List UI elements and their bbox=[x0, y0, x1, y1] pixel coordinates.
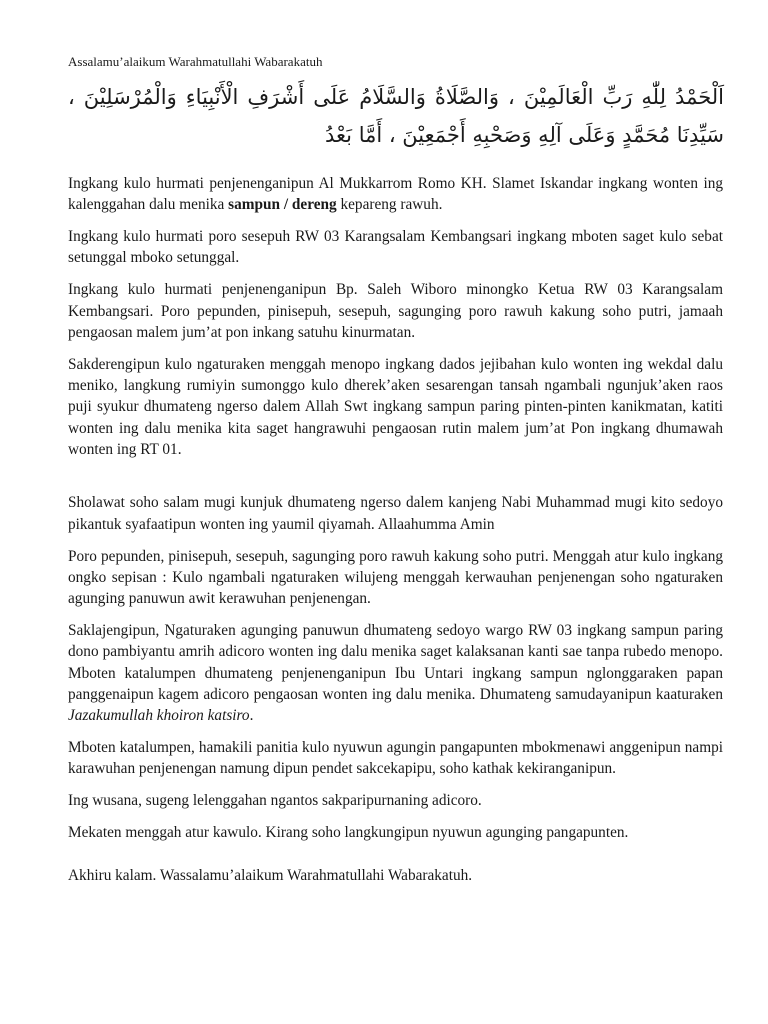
paragraph-sholawat: Sholawat soho salam mugi kunjuk dhumateng ngerso dalem kanjeng Nabi Muhammad mugi kito sedoyo pikantuk syafaatipun wonten ing yaumil qiyamah. Allaahumma Amin bbox=[68, 494, 723, 533]
paragraph-honor-elders: Ingkang kulo hurmati poro sesepuh RW 03 Karangsalam Kembangsari ingkang mboten saget kulo sebat setunggal mboko setunggal. bbox=[68, 228, 723, 267]
paragraph-honor-rw-head: Ingkang kulo hurmati penjenenganipun Bp. Saleh Wiboro minongko Ketua RW 03 Karangsalam Kembangsari. Poro pepunden, pinisepuh, sesepuh, sagunging poro rawuh kakung soho putri, jamaah pengaosan malem jum’at pon inkang satuhu kinurmatan. bbox=[68, 281, 723, 341]
bold-attendance-note: sampun / dereng bbox=[228, 196, 337, 214]
paragraph-gratitude: Sakderengipun kulo ngaturaken menggah menopo ingkang dados jejibahan kulo wonten ing wekdal dalu meniko, langkung rumiyin sumonggo kulo dherek’aken sesarengan tansah ngambali ngunjuk’aken raos puji syukur dhumateng ngerso dalem Allah Swt ingkang sampun paring pinten-pinten kanikmatan, katiti wonten ing dalu menika kita saget hangrawuhi pengaosan rutin malem jum’at Pon ingkang dhumawah wonten ing RT 01. bbox=[68, 355, 723, 459]
paragraph-text: kepareng rawuh. bbox=[336, 196, 443, 214]
paragraph-text: . bbox=[249, 707, 254, 725]
italic-jazakumullah: Jazakumullah khoiron katsiro bbox=[68, 707, 250, 725]
paragraph-text: Saklajengipun, Ngaturaken agunging panuwun dhumateng sedoyo wargo RW 03 ingkang sampun paring dono pambiyantu amrih adicoro wonten ing dalu menika saget kalaksanan kanti sae tanpa rubedo menopo. Mboten katalumpen dhumateng penjenenganipun Ibu Untari ingkang sampun nglonggaraken papan panggenaipun kagem adicoro pengaosan wonten ing dalu menika. Dhumateng samudayanipun kaaturaken bbox=[68, 622, 723, 703]
paragraph-apology-committee: Mboten katalumpen, hamakili panitia kulo nyuwun agungin pangapunten mbokmenawi anggenipun nampi karawuhan penjenengan namung dipun pendet sakcekapipu, soho kathak kekiranganipun. bbox=[68, 739, 723, 778]
opening-greeting: Assalamu’alaikum Warahmatullahi Wabarakatuh bbox=[68, 54, 323, 69]
paragraph-text: Ingkang kulo hurmati penjenenganipun Al Mukkarrom Romo KH. Slamet Iskandar ingkang wonten ing kalenggahan dalu menika bbox=[68, 175, 723, 214]
arabic-praise-line-1: اَلْحَمْدُ لِلّٰهِ رَبِّ الْعَالَمِيْنَ ، وَالصَّلَاةُ وَالسَّلَامُ عَلَى أَشْرَفِ الْأَنْبِيَاءِ وَالْمُرْسَلِيْنَ ، bbox=[68, 85, 724, 109]
speech-body bbox=[68, 173, 723, 897]
paragraph-closing-apology: Mekaten menggah atur kawulo. Kirang soho langkungipun nyuwun agunging pangapunten. bbox=[68, 824, 629, 842]
paragraph-welcome: Poro pepunden, pinisepuh, sesepuh, sagunging poro rawuh kakung soho putri. Menggah atur kulo ingkang ongko sepisan : Kulo ngambali ngaturaken wilujeng menggah kerwauhan penjenengan soho ngaturaken agunging panuwun awit kerawuhan penjenengan. bbox=[68, 547, 723, 608]
paragraph-honor-kh-slamet bbox=[68, 173, 723, 216]
paragraph-closing-salam: Akhiru kalam. Wassalamu’alaikum Warahmatullahi Wabarakatuh. bbox=[68, 867, 473, 885]
paragraph-enjoy-event: Ing wusana, sugeng lelenggahan ngantos sakparipurnaning adicoro. bbox=[68, 792, 482, 810]
paragraph-thanks bbox=[68, 620, 723, 726]
arabic-praise-line-2: سَيِّدِنَا مُحَمَّدٍ وَعَلَى آلِهِ وَصَحْبِهِ أَجْمَعِيْنَ ، أَمَّا بَعْدُ bbox=[325, 123, 724, 147]
